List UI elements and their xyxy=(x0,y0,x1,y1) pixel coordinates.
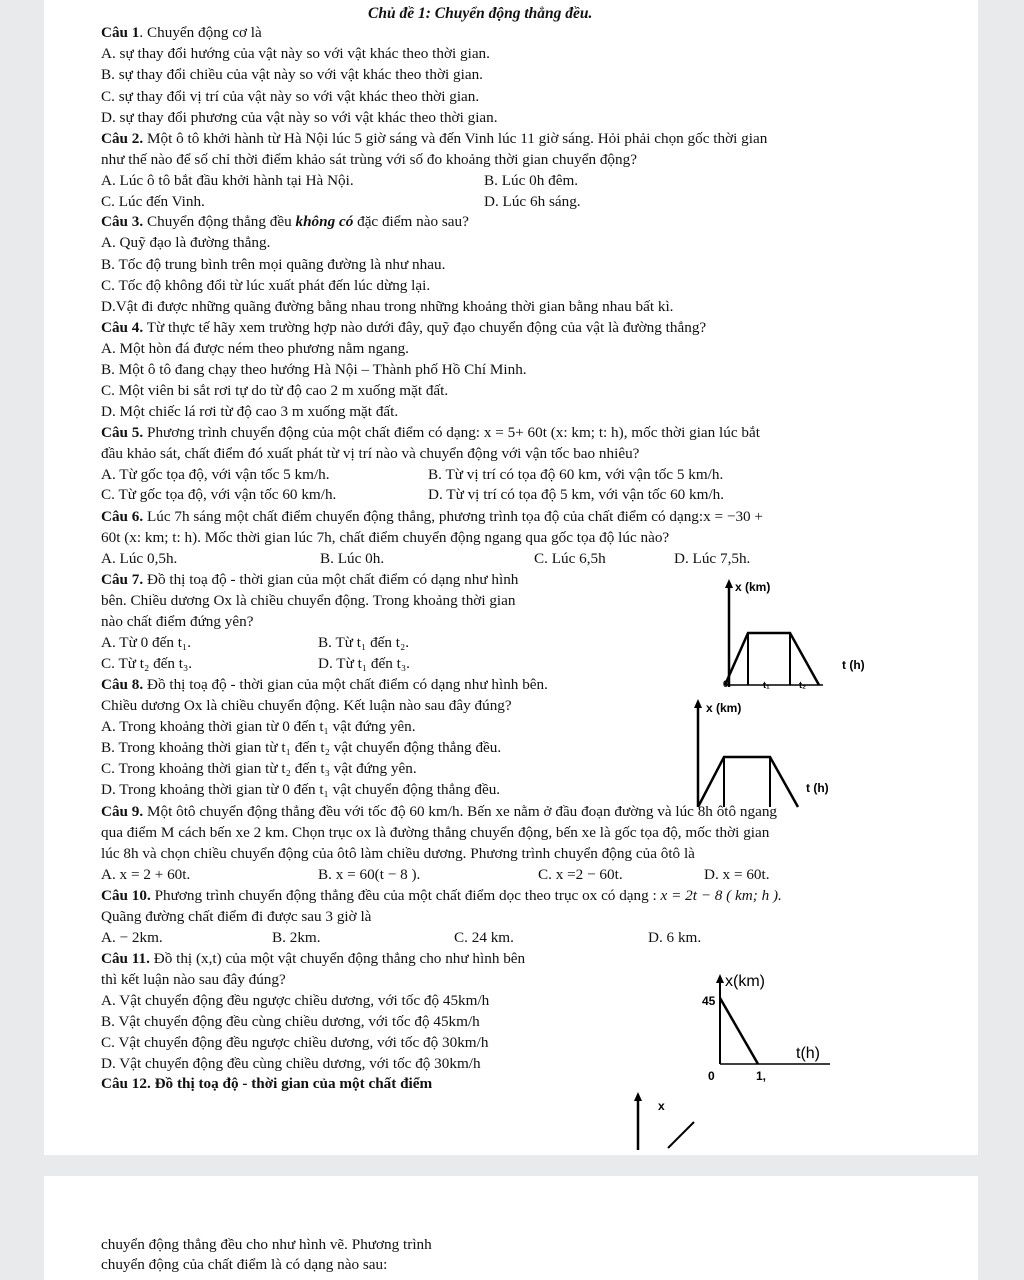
graph-line xyxy=(668,1122,694,1148)
question-9-stem xyxy=(101,803,777,821)
origin-label: 0 xyxy=(708,1069,715,1083)
q4-option-c: C. Một viên bi sắt rơi tự do từ độ cao 2 m xuống mặt đất. xyxy=(101,382,449,399)
question-2-stem xyxy=(101,130,767,148)
q1-option-b: B. sự thay đổi chiều của vật này so với vật khác theo thời gian. xyxy=(101,66,483,83)
origin-label: 0 xyxy=(723,679,729,689)
question-text: Từ thực tế hãy xem trường hợp nào dưới đây, quỹ đạo chuyển động của vật là đường thẳng? xyxy=(143,319,707,336)
question-2-stem-cont: như thế nào để số chỉ thời điểm khảo sát trùng với số đo khoảng thời gian chuyển động? xyxy=(101,151,637,168)
q3-option-d: D.Vật đi được những quãng đường bằng nhau trong những khoảng thời gian bằng nhau bất kì. xyxy=(101,298,674,315)
y-axis-label: x xyxy=(658,1099,665,1113)
question-7-stem-cont: bên. Chiều dương Ox là chiều chuyển động. Trong khoảng thời gian xyxy=(101,592,516,609)
question-9-stem-cont: qua điểm M cách bến xe 2 km. Chọn trục ox là đường thẳng chuyển động, bến xe là gốc tọa độ, mốc thời gian xyxy=(101,824,770,841)
question-label: Câu 7. xyxy=(101,571,144,588)
page-title: Chủ đề 1: Chuyển động thẳng đều. xyxy=(368,5,593,22)
q10-option-c: C. 24 km. xyxy=(454,929,514,946)
question-label: Câu 1 xyxy=(101,24,140,41)
q11-option-b: B. Vật chuyển động đều cùng chiều dương, với tốc độ 45km/h xyxy=(101,1013,480,1030)
q6-option-d: D. Lúc 7,5h. xyxy=(674,550,751,567)
q7-option-d: D. Từ t₁ đến t₃. xyxy=(318,655,410,672)
q9-option-b: B. x = 60(t − 8 ). xyxy=(318,866,421,883)
q3-option-a: A. Quỹ đạo là đường thẳng. xyxy=(101,234,271,251)
question-text: Đồ thị toạ độ - thời gian của một chất điểm có dạng như hình bên. xyxy=(143,676,548,693)
question-1-stem xyxy=(101,24,262,42)
q9-option-a: A. x = 2 + 60t. xyxy=(101,866,191,883)
q11-option-a: A. Vật chuyển động đều ngược chiều dương, với tốc độ 45km/h xyxy=(101,992,490,1009)
question-text: Đồ thị toạ độ - thời gian của một chất điểm xyxy=(150,1075,433,1092)
q2-option-b: B. Lúc 0h đêm. xyxy=(484,172,579,189)
t1-label: t₁ xyxy=(763,680,770,690)
q10-option-d: D. 6 km. xyxy=(648,929,702,946)
question-12-stem-cont: chuyển động của chất điểm là có dạng nào sau: xyxy=(101,1256,388,1273)
q8-graph xyxy=(686,695,846,815)
graph-line xyxy=(698,757,798,807)
q1-option-c: C. sự thay đổi vị trí của vật này so với vật khác theo thời gian. xyxy=(101,88,480,105)
q7-option-b: B. Từ t₁ đến t₂. xyxy=(318,634,410,651)
question-text: Đồ thị (x,t) của một vật chuyển động thẳng cho như hình bên xyxy=(149,950,526,967)
question-8-stem-cont: Chiều dương Ox là chiều chuyển động. Kết luận nào sau đây đúng? xyxy=(101,697,512,714)
q7-option-c: C. Từ t₂ đến t₃. xyxy=(101,655,193,672)
question-text: . Chuyển động cơ là xyxy=(139,24,262,41)
question-label: Câu 10. xyxy=(101,887,151,904)
question-11-stem xyxy=(101,950,525,968)
question-text: Một ôtô chuyển động thẳng đều với tốc độ 60 km/h. Bến xe nằm ở đầu đoạn đường và lúc 8h ôtô ngang xyxy=(143,803,778,820)
q6-option-c: C. Lúc 6,5h xyxy=(534,550,606,567)
t2-label: t₂ xyxy=(799,680,806,690)
question-12-stem xyxy=(101,1075,432,1093)
emphasis-text: không có xyxy=(295,213,354,230)
x-axis-label: t (h) xyxy=(842,658,865,672)
q11-option-d: D. Vật chuyển động đều cùng chiều dương, với tốc độ 30km/h xyxy=(101,1055,481,1072)
x-axis-label: t (h) xyxy=(806,781,829,795)
question-4-stem xyxy=(101,319,706,337)
y-axis-label: x (km) xyxy=(706,701,742,715)
q8-option-a: A. Trong khoảng thời gian từ 0 đến t₁ vật đứng yên. xyxy=(101,718,416,735)
question-text: Phương trình chuyển động thẳng đều của một chất điểm dọc theo trục ox có dạng : xyxy=(150,887,661,904)
q7-graph xyxy=(715,575,875,695)
question-10-stem xyxy=(101,887,782,905)
q3-option-b: B. Tốc độ trung bình trên mọi quãng đường là như nhau. xyxy=(101,256,446,273)
question-text: Chuyển động thẳng đều xyxy=(143,213,296,230)
q8-option-d: D. Trong khoảng thời gian từ 0 đến t₁ vật chuyển động thẳng đều. xyxy=(101,781,501,798)
q9-option-d: D. x = 60t. xyxy=(704,866,770,883)
question-label: Câu 5. xyxy=(101,424,144,441)
q9-option-c: C. x =2 − 60t. xyxy=(538,866,623,883)
question-7-stem xyxy=(101,571,518,589)
question-label: Câu 12. xyxy=(101,1075,151,1092)
graph-line xyxy=(725,633,819,685)
y-axis-label: x (km) xyxy=(735,580,771,594)
question-text: Phương trình chuyển động của một chất điểm có dạng: x = 5+ 60t (x: km; t: h), mốc thời gian lúc bắt xyxy=(143,424,760,441)
y-axis-label: x(km) xyxy=(725,973,765,990)
y-value-label: 45 xyxy=(702,994,716,1008)
question-5-stem xyxy=(101,424,760,442)
question-8-stem xyxy=(101,676,548,694)
question-6-stem-cont: 60t (x: km; t: h). Mốc thời gian lúc 7h, chất điểm chuyển động ngang qua gốc tọa độ lúc nào? xyxy=(101,529,670,546)
q3-option-c: C. Tốc độ không đổi từ lúc xuất phát đến lúc dừng lại. xyxy=(101,277,431,294)
question-label: Câu 8. xyxy=(101,676,144,693)
question-10-stem-cont: Quãng đường chất điểm đi được sau 3 giờ là xyxy=(101,908,372,925)
arrow-up-icon xyxy=(634,1092,642,1101)
question-label: Câu 9. xyxy=(101,803,144,820)
q5-option-b: B. Từ vị trí có tọa độ 60 km, với vận tốc 5 km/h. xyxy=(428,466,724,483)
question-6-stem xyxy=(101,508,763,526)
q11-graph xyxy=(700,968,850,1083)
q2-option-c: C. Lúc đến Vinh. xyxy=(101,193,205,210)
q2-option-a: A. Lúc ô tô bắt đầu khởi hành tại Hà Nội. xyxy=(101,172,354,189)
q8-option-c: C. Trong khoảng thời gian từ t₂ đến t₃ vật đứng yên. xyxy=(101,760,417,777)
q1-option-d: D. sự thay đổi phương của vật này so với vật khác theo thời gian. xyxy=(101,109,498,126)
q4-option-d: D. Một chiếc lá rơi từ độ cao 3 m xuống mặt đất. xyxy=(101,403,399,420)
question-text: Lúc 7h sáng một chất điểm chuyển động thẳng, phương trình tọa độ của chất điểm có dạng:x = −30 + xyxy=(143,508,763,525)
question-3-stem xyxy=(101,213,469,231)
arrow-up-icon xyxy=(694,699,702,708)
q8-option-b: B. Trong khoảng thời gian từ t₁ đến t₂ vật chuyển động thẳng đều. xyxy=(101,739,502,756)
q6-option-a: A. Lúc 0,5h. xyxy=(101,550,178,567)
arrow-up-icon xyxy=(725,579,733,588)
arrow-up-icon xyxy=(716,974,724,983)
question-label: Câu 2. xyxy=(101,130,144,147)
q10-option-b: B. 2km. xyxy=(272,929,321,946)
question-label: Câu 3. xyxy=(101,213,144,230)
t-value-label: 1, xyxy=(756,1069,767,1083)
question-text: đặc điểm nào sau? xyxy=(353,213,469,230)
q5-option-c: C. Từ gốc tọa độ, với vận tốc 60 km/h. xyxy=(101,486,337,503)
q12-graph xyxy=(626,1088,726,1152)
question-5-stem-cont: đầu khảo sát, chất điểm đó xuất phát từ vị trí nào và chuyển động với vận tốc bao nhiêu? xyxy=(101,445,640,462)
q5-option-d: D. Từ vị trí có tọa độ 5 km, với vận tốc 60 km/h. xyxy=(428,486,725,503)
question-label: Câu 11. xyxy=(101,950,150,967)
graph-line xyxy=(720,998,758,1064)
q4-option-b: B. Một ô tô đang chạy theo hướng Hà Nội – Thành phố Hồ Chí Minh. xyxy=(101,361,527,378)
q10-option-a: A. − 2km. xyxy=(101,929,163,946)
question-label: Câu 6. xyxy=(101,508,144,525)
x-axis-label: t(h) xyxy=(796,1045,820,1062)
equation-text: x = 2t − 8 ( km; h ). xyxy=(660,887,782,904)
question-7-stem-cont: nào chất điểm đứng yên? xyxy=(101,613,254,630)
question-11-stem-cont: thì kết luận nào sau đây đúng? xyxy=(101,971,286,988)
question-text: Đồ thị toạ độ - thời gian của một chất điểm có dạng như hình xyxy=(143,571,519,588)
q6-option-b: B. Lúc 0h. xyxy=(320,550,385,567)
q2-option-d: D. Lúc 6h sáng. xyxy=(484,193,581,210)
q4-option-a: A. Một hòn đá được ném theo phương nằm ngang. xyxy=(101,340,409,357)
q1-option-a: A. sự thay đổi hướng của vật này so với vật khác theo thời gian. xyxy=(101,45,490,62)
q7-option-a: A. Từ 0 đến t₁. xyxy=(101,634,192,651)
q5-option-a: A. Từ gốc tọa độ, với vận tốc 5 km/h. xyxy=(101,466,330,483)
question-label: Câu 4. xyxy=(101,319,144,336)
question-9-stem-cont: lúc 8h và chọn chiều chuyển động của ôtô làm chiều dương. Phương trình chuyển động của ôtô là xyxy=(101,845,695,862)
question-text: Một ô tô khởi hành từ Hà Nội lúc 5 giờ sáng và đến Vinh lúc 11 giờ sáng. Hỏi phải chọn gốc thời gian xyxy=(143,130,768,147)
question-12-stem-cont: chuyển động thẳng đều cho như hình vẽ. Phương trình xyxy=(101,1236,432,1253)
q11-option-c: C. Vật chuyển động đều ngược chiều dương, với tốc độ 30km/h xyxy=(101,1034,489,1051)
